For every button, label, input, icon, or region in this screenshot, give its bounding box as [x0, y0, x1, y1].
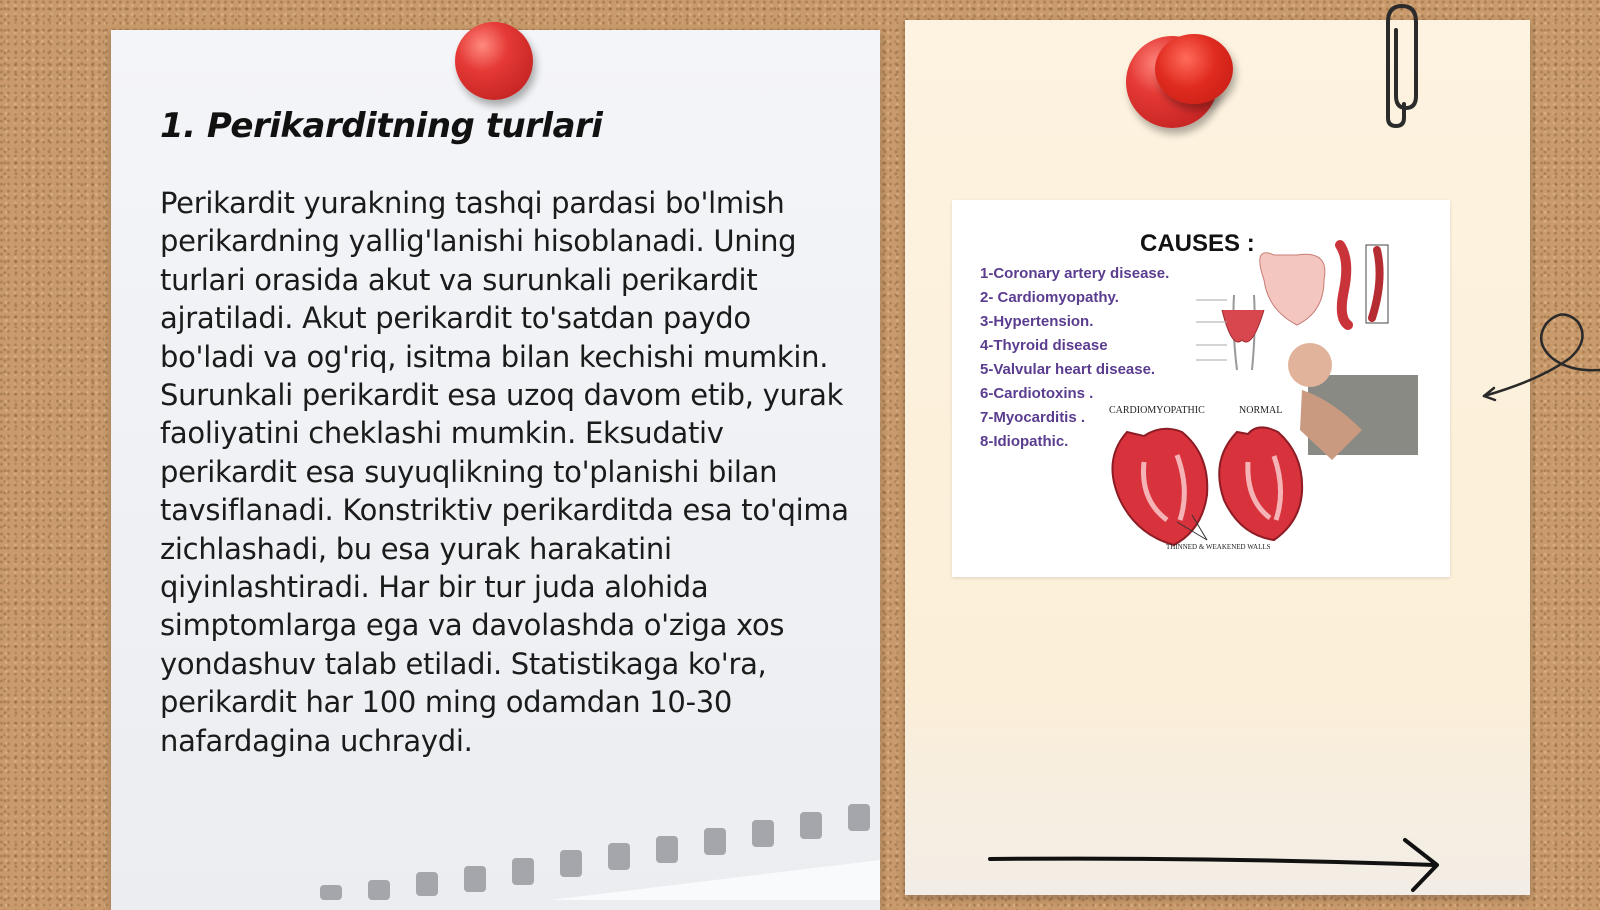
walls-label: THINNED & WEAKENED WALLS [1166, 543, 1271, 551]
push-pin-icon [455, 22, 533, 100]
list-item: 3-Hypertension. [980, 313, 1094, 330]
list-item: 5-Valvular heart disease. [980, 361, 1156, 378]
list-item: 8-Idiopathic. [980, 433, 1069, 450]
arrow-right-icon [985, 835, 1450, 895]
list-item: 6-Cardiotoxins . [980, 385, 1094, 402]
list-item: 7-Myocarditis . [980, 409, 1086, 426]
causes-list [980, 262, 1169, 454]
list-item: 2- Cardiomyopathy. [980, 289, 1119, 306]
paper-clip-icon [1370, 0, 1430, 130]
push-pin-icon [1155, 34, 1233, 104]
causes-title: CAUSES : [1140, 230, 1255, 257]
cardiomyopathic-label: CARDIOMYOPATHIC [1109, 405, 1205, 416]
spiral-binding-decoration [320, 800, 880, 900]
slide-title: 1. Perikarditning turlari [160, 106, 603, 146]
slide-body-text: Perikardit yurakning tashqi pardasi bo'lmish perikardning yallig'lanishi hisoblanadi. Uning turlari orasida akut va surunkali perikardit ajratiladi. Akut perikardit to'satdan paydo bo'ladi va og'riq, isitma bilan kechishi mumkin. Surunkali perikardit esa uzoq davom etib, yurak faoliyatini cheklashi mumkin. Eksudativ perikardit esa suyuqlikning to'planishi bilan tavsiflanadi. Konstriktiv perikarditda esa to'qima zichlashadi, bu esa yurak harakatini qiyinlashtiradi. Har bir tur juda alohida simptomlarga ega va davolashda o'ziga xos yondashuv talab etiladi. Statistikaga ko'ra, perikardit har 100 ming odamdan 10-30 nafardagina uchraydi. [160, 186, 849, 758]
squiggle-arrow-icon [1480, 310, 1600, 410]
normal-label: NORMAL [1239, 405, 1283, 416]
causes-figure [952, 200, 1450, 577]
list-item: 4-Thyroid disease [980, 337, 1108, 354]
list-item: 1-Coronary artery disease. [980, 265, 1170, 282]
